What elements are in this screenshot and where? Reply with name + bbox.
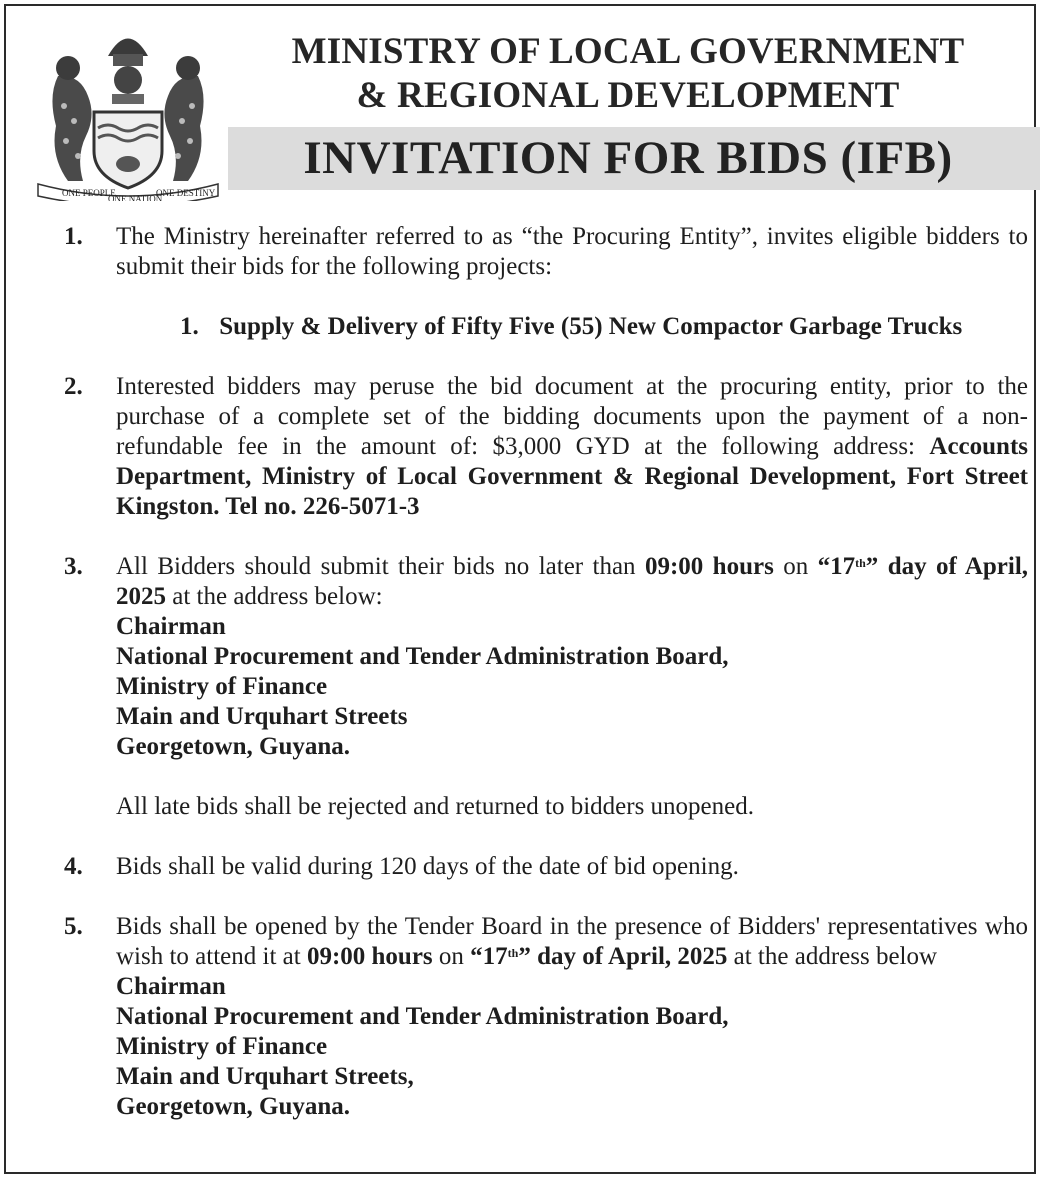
item-5-body: Bids shall be opened by the Tender Board in the presence of Bidders' representatives who wish to attend it at — [116, 913, 1028, 970]
item-2-body: Interested bidders may peruse the bid document at the procuring entity, prior to the purchase of a complete set of the bidding documents upon the payment of a non-refundable fee in the amount of: $3,000 GYD at the following address: — [116, 373, 1028, 460]
svg-text:ONE DESTINY: ONE DESTINY — [156, 188, 216, 198]
address-line: Main and Urquhart Streets, — [116, 1063, 414, 1090]
coat-of-arms-logo — [28, 16, 228, 201]
item-3-on: on — [783, 553, 809, 580]
ministry-name-line1: MINISTRY OF LOCAL GOVERNMENT — [291, 31, 965, 72]
item-3-time: 09:00 hours — [644, 553, 774, 580]
document-frame — [4, 4, 1036, 1174]
item-5-text — [116, 912, 1028, 1122]
late-bids-note: All late bids shall be rejected and returned to bidders unopened. — [116, 793, 754, 820]
item-4-text: Bids shall be valid during 120 days of the date of bid opening. — [116, 853, 739, 880]
item-5-number: 5. — [64, 913, 83, 940]
item-5-on: on — [438, 943, 464, 970]
item-5-time: 09:00 hours — [306, 943, 433, 970]
ministry-name-line2: & REGIONAL DEVELOPMENT — [356, 75, 900, 116]
address-line: National Procurement and Tender Administration Board, — [116, 643, 729, 670]
address-line: Ministry of Finance — [116, 1033, 328, 1060]
item-2-address: Accounts Department, Ministry of Local Government & Regional Development, Fort Street Kingston. Tel no. 226-5071-3 — [116, 433, 1028, 520]
item-1-text: The Ministry hereinafter referred to as “the Procuring Entity”, invites eligible bidders to submit their bids for the following projects: — [116, 223, 1028, 280]
project-title: Supply & Delivery of Fifty Five (55) New Compactor Garbage Trucks — [219, 313, 963, 340]
svg-text:ONE PEOPLE: ONE PEOPLE — [62, 188, 116, 198]
item-3-body: All Bidders should submit their bids no later than — [116, 553, 636, 580]
address-line: Georgetown, Guyana. — [116, 733, 351, 760]
item-3-number: 3. — [64, 553, 83, 580]
item-1-number: 1. — [64, 223, 83, 250]
item-2-text — [116, 372, 1028, 522]
address-line: National Procurement and Tender Administration Board, — [116, 1003, 729, 1030]
svg-text:ONE NATION: ONE NATION — [108, 194, 163, 201]
item-5-address-intro: at the address below — [733, 943, 938, 970]
item-3-date: “17th” day of April, 2025 — [116, 553, 1029, 610]
item-4-number: 4. — [64, 853, 83, 880]
item-2-number: 2. — [64, 373, 83, 400]
item-3-text — [116, 552, 1028, 762]
address-line: Chairman — [116, 613, 226, 640]
item-3-address-intro: at the address below: — [172, 583, 383, 610]
project-number: 1. — [180, 313, 199, 340]
address-line: Georgetown, Guyana. — [116, 1093, 351, 1120]
document-title: INVITATION FOR BIDS (IFB) — [303, 132, 953, 184]
address-line: Ministry of Finance — [116, 673, 328, 700]
item-5-date: “17th” day of April, 2025 — [470, 943, 728, 970]
address-line: Chairman — [116, 973, 226, 1000]
item-1-project — [180, 312, 1030, 342]
address-line: Main and Urquhart Streets — [116, 703, 408, 730]
